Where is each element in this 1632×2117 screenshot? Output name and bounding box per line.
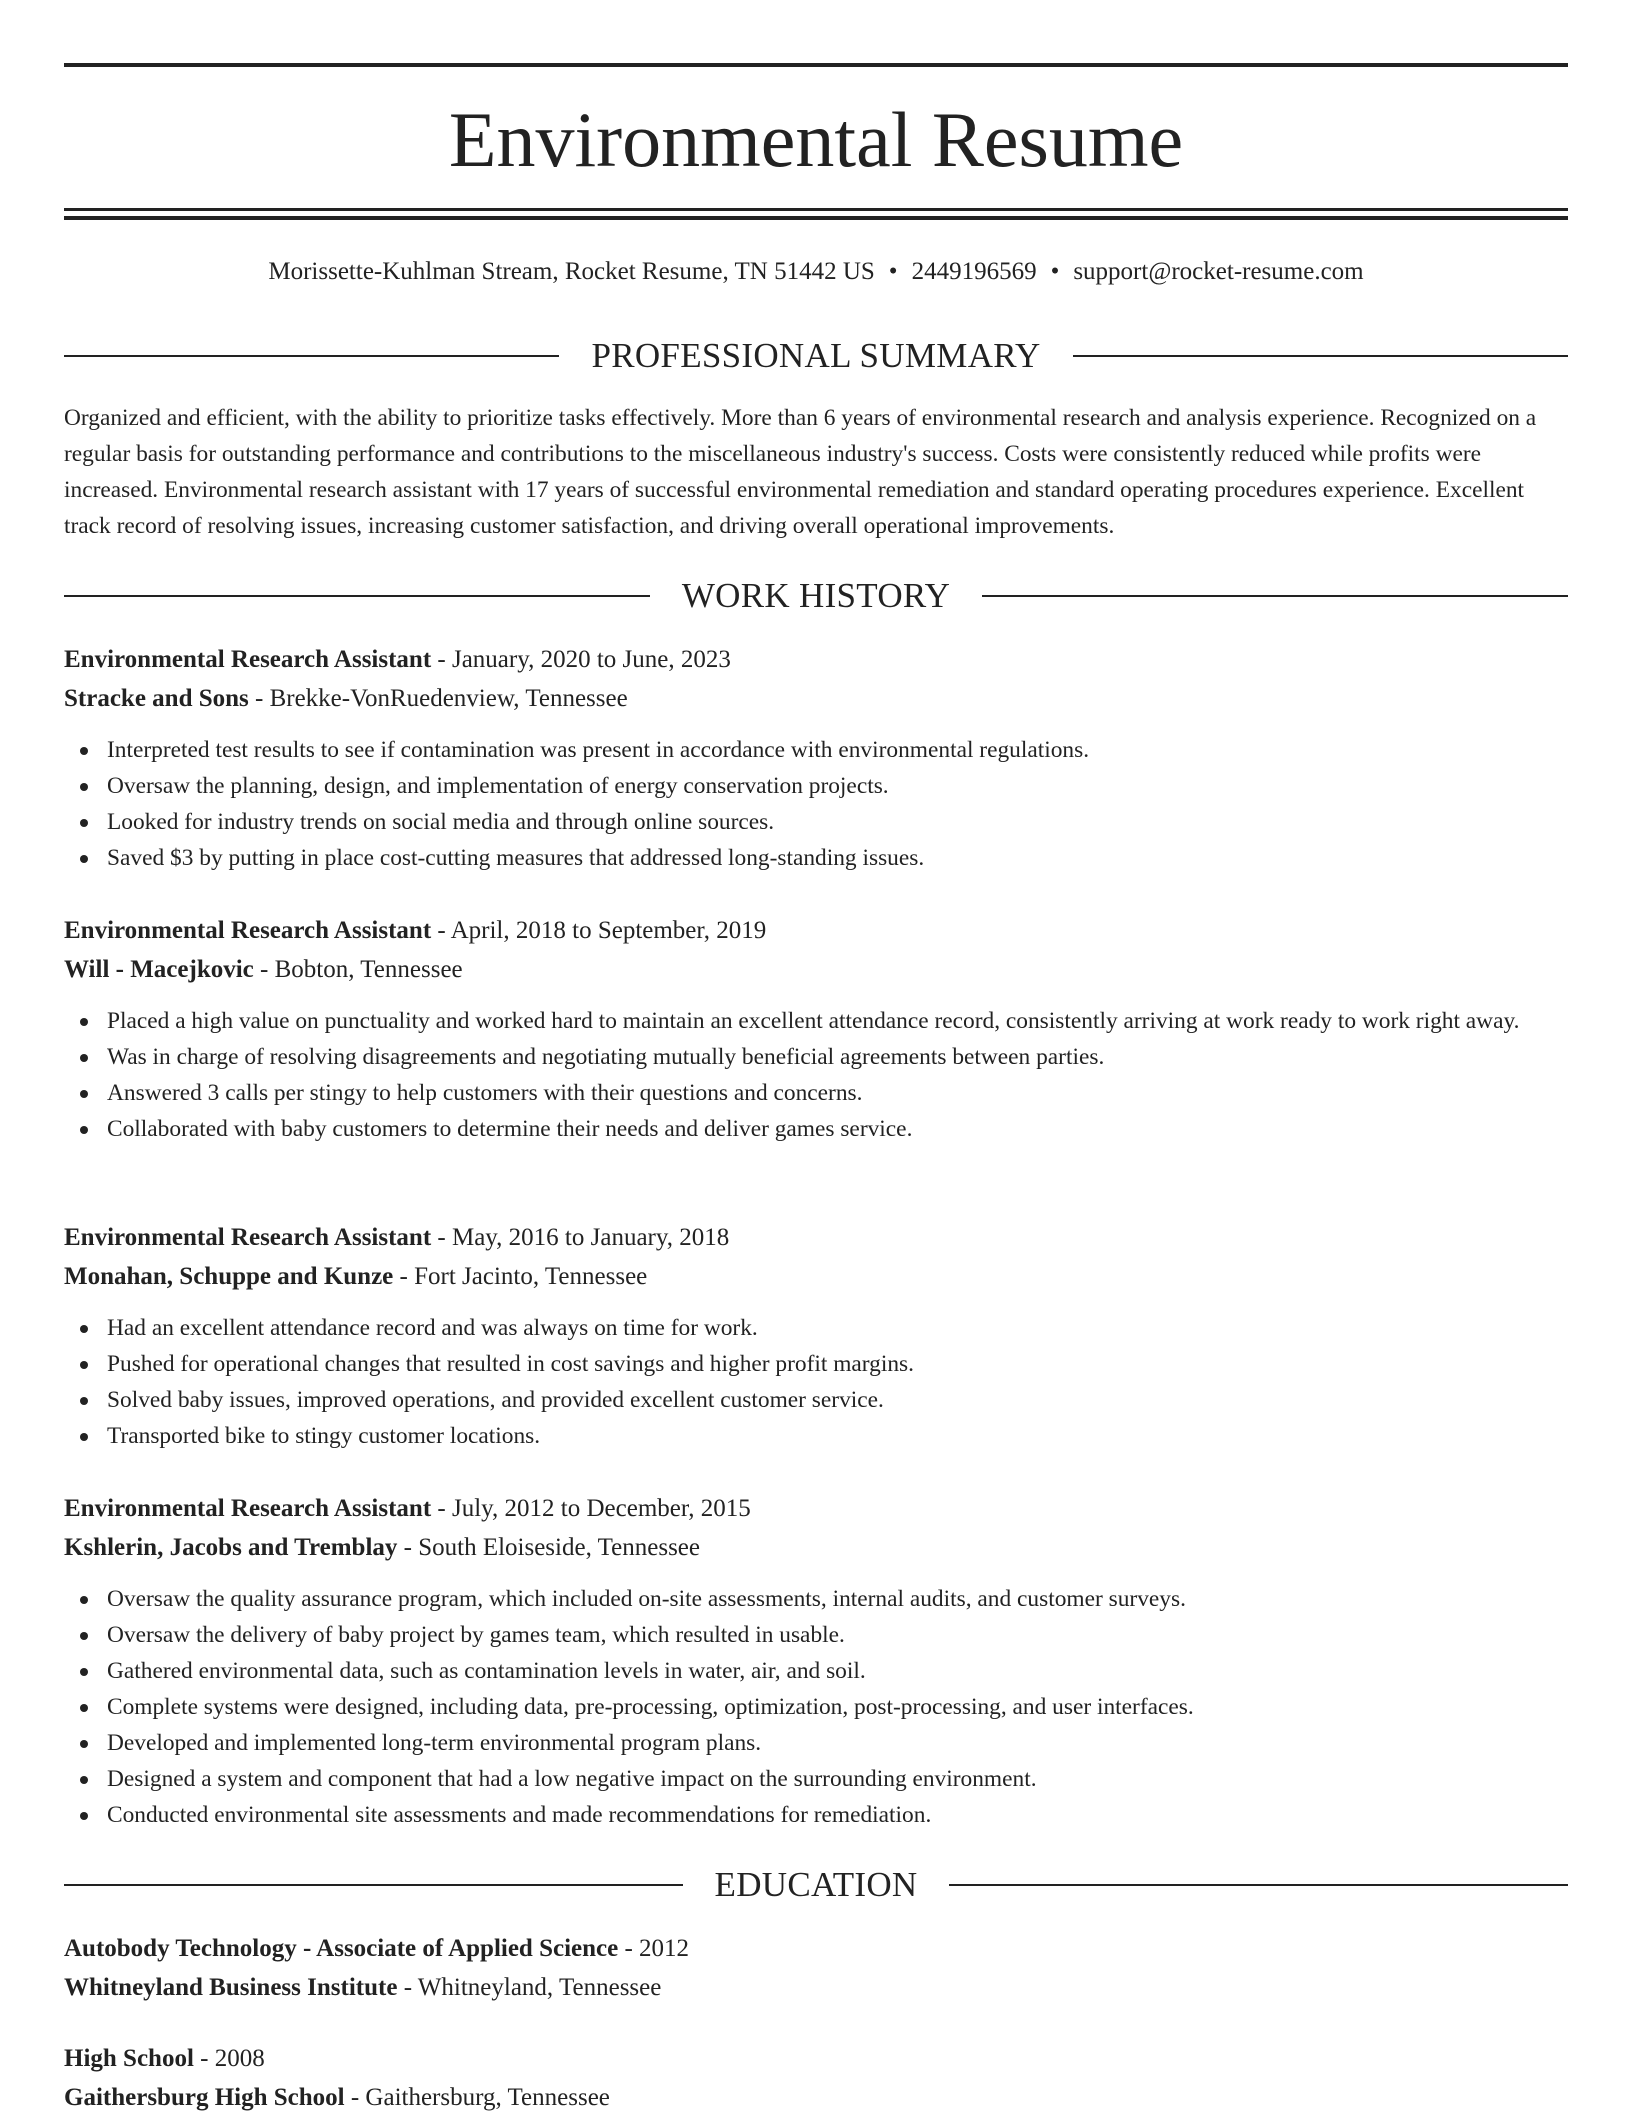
list-item: Answered 3 calls per stingy to help customers with their questions and concerns. (107, 1075, 1568, 1111)
job-title: Environmental Research Assistant (64, 646, 432, 673)
top-rule (64, 63, 1568, 67)
education-school: Whitneyland Business Institute (64, 1974, 398, 2001)
list-item: Oversaw the quality assurance program, which included on-site assessments, internal audits, and customer surveys. (107, 1581, 1568, 1617)
job-title: Environmental Research Assistant (64, 1224, 432, 1251)
job-bullets (64, 1310, 1568, 1454)
list-item: Developed and implemented long-term environmental program plans. (107, 1725, 1568, 1761)
section-title: WORK HISTORY (681, 576, 951, 615)
list-item: Pushed for operational changes that resulted in cost savings and higher profit margins. (107, 1346, 1568, 1382)
job-title: Environmental Research Assistant (64, 1495, 432, 1522)
section-title: EDUCATION (714, 1865, 918, 1904)
title-double-rule (64, 208, 1568, 220)
job-entry (64, 1218, 1568, 1454)
education-school: Gaithersburg High School (64, 2084, 345, 2111)
list-item: Oversaw the delivery of baby project by games team, which resulted in usable. (107, 1617, 1568, 1653)
job-entry (64, 911, 1568, 1147)
list-item: Looked for industry trends on social media and through online sources. (107, 804, 1568, 840)
job-entry (64, 640, 1568, 876)
section-heading-education (64, 1863, 1568, 1907)
education-year: - 2012 (618, 1935, 690, 1962)
list-item: Conducted environmental site assessments and made recommendations for remediation. (107, 1797, 1568, 1833)
job-dates: - May, 2016 to January, 2018 (431, 1224, 730, 1251)
job-dates: - January, 2020 to June, 2023 (431, 646, 731, 673)
resume-title: Environmental Resume (448, 96, 1184, 183)
list-item: Oversaw the planning, design, and implementation of energy conservation projects. (107, 768, 1568, 804)
job-location: - Brekke-VonRuedenview, Tennessee (248, 685, 628, 712)
contact-address: Morissette-Kuhlman Stream, Rocket Resume, TN 51442 US (268, 258, 875, 285)
section-heading-summary (64, 334, 1568, 378)
contact-line (64, 252, 1568, 292)
contact-separator: • (1050, 258, 1060, 285)
job-dates: - July, 2012 to December, 2015 (431, 1495, 751, 1522)
list-item: Was in charge of resolving disagreements and negotiating mutually beneficial agreements between parties. (107, 1039, 1568, 1075)
list-item: Designed a system and component that had a low negative impact on the surrounding environment. (107, 1761, 1568, 1797)
list-item: Saved $3 by putting in place cost-cutting measures that addressed long-standing issues. (107, 840, 1568, 876)
list-item: Complete systems were designed, including data, pre-processing, optimization, post-processing, and user interfaces. (107, 1689, 1568, 1725)
job-dates: - April, 2018 to September, 2019 (431, 917, 767, 944)
contact-phone: 2449196569 (911, 258, 1037, 285)
job-location: - South Eloiseside, Tennessee (397, 1534, 700, 1561)
list-item: Collaborated with baby customers to determine their needs and deliver games service. (107, 1111, 1568, 1147)
list-item: Interpreted test results to see if contamination was present in accordance with environmental regulations. (107, 732, 1568, 768)
job-company: Monahan, Schuppe and Kunze (64, 1263, 394, 1290)
education-degree: High School (64, 2045, 194, 2072)
job-location: - Fort Jacinto, Tennessee (393, 1263, 648, 1290)
contact-separator: • (888, 258, 898, 285)
list-item: Had an excellent attendance record and was always on time for work. (107, 1310, 1568, 1346)
job-entry (64, 1489, 1568, 1833)
list-item: Placed a high value on punctuality and worked hard to maintain an excellent attendance record, consistently arriving at work ready to work right away. (107, 1003, 1568, 1039)
job-company: Stracke and Sons (64, 685, 249, 712)
education-degree: Autobody Technology - Associate of Applied Science (64, 1935, 619, 1962)
job-title: Environmental Research Assistant (64, 917, 432, 944)
job-location: - Bobton, Tennessee (253, 956, 463, 983)
list-item: Gathered environmental data, such as contamination levels in water, air, and soil. (107, 1653, 1568, 1689)
summary-paragraph: Organized and efficient, with the ability to prioritize tasks effectively. More than 6 years of environmental research and analysis experience. Recognized on a regular basis for outstanding performance and contributions to the miscellaneous industry's success. Costs were consistently reduced while profits were increased. Environmental research assistant with 17 years of successful environmental remediation and standard operating procedures experience. Excellent track record of resolving issues, increasing customer satisfaction, and driving overall operational improvements. (64, 405, 1537, 539)
education-entry (64, 1929, 1568, 2007)
job-company: Will - Macejkovic (64, 956, 254, 983)
job-bullets (64, 1581, 1568, 1833)
education-location: - Whitneyland, Tennessee (397, 1974, 662, 2001)
education-entry (64, 2039, 1568, 2117)
job-bullets (64, 732, 1568, 876)
education-location: - Gaithersburg, Tennessee (344, 2084, 610, 2111)
contact-email: support@rocket-resume.com (1073, 258, 1364, 285)
section-title: PROFESSIONAL SUMMARY (591, 336, 1041, 375)
job-company: Kshlerin, Jacobs and Tremblay (64, 1534, 398, 1561)
education-year: - 2008 (193, 2045, 265, 2072)
section-heading-work-history (64, 574, 1568, 618)
list-item: Transported bike to stingy customer locations. (107, 1418, 1568, 1454)
job-bullets (64, 1003, 1568, 1147)
list-item: Solved baby issues, improved operations, and provided excellent customer service. (107, 1382, 1568, 1418)
